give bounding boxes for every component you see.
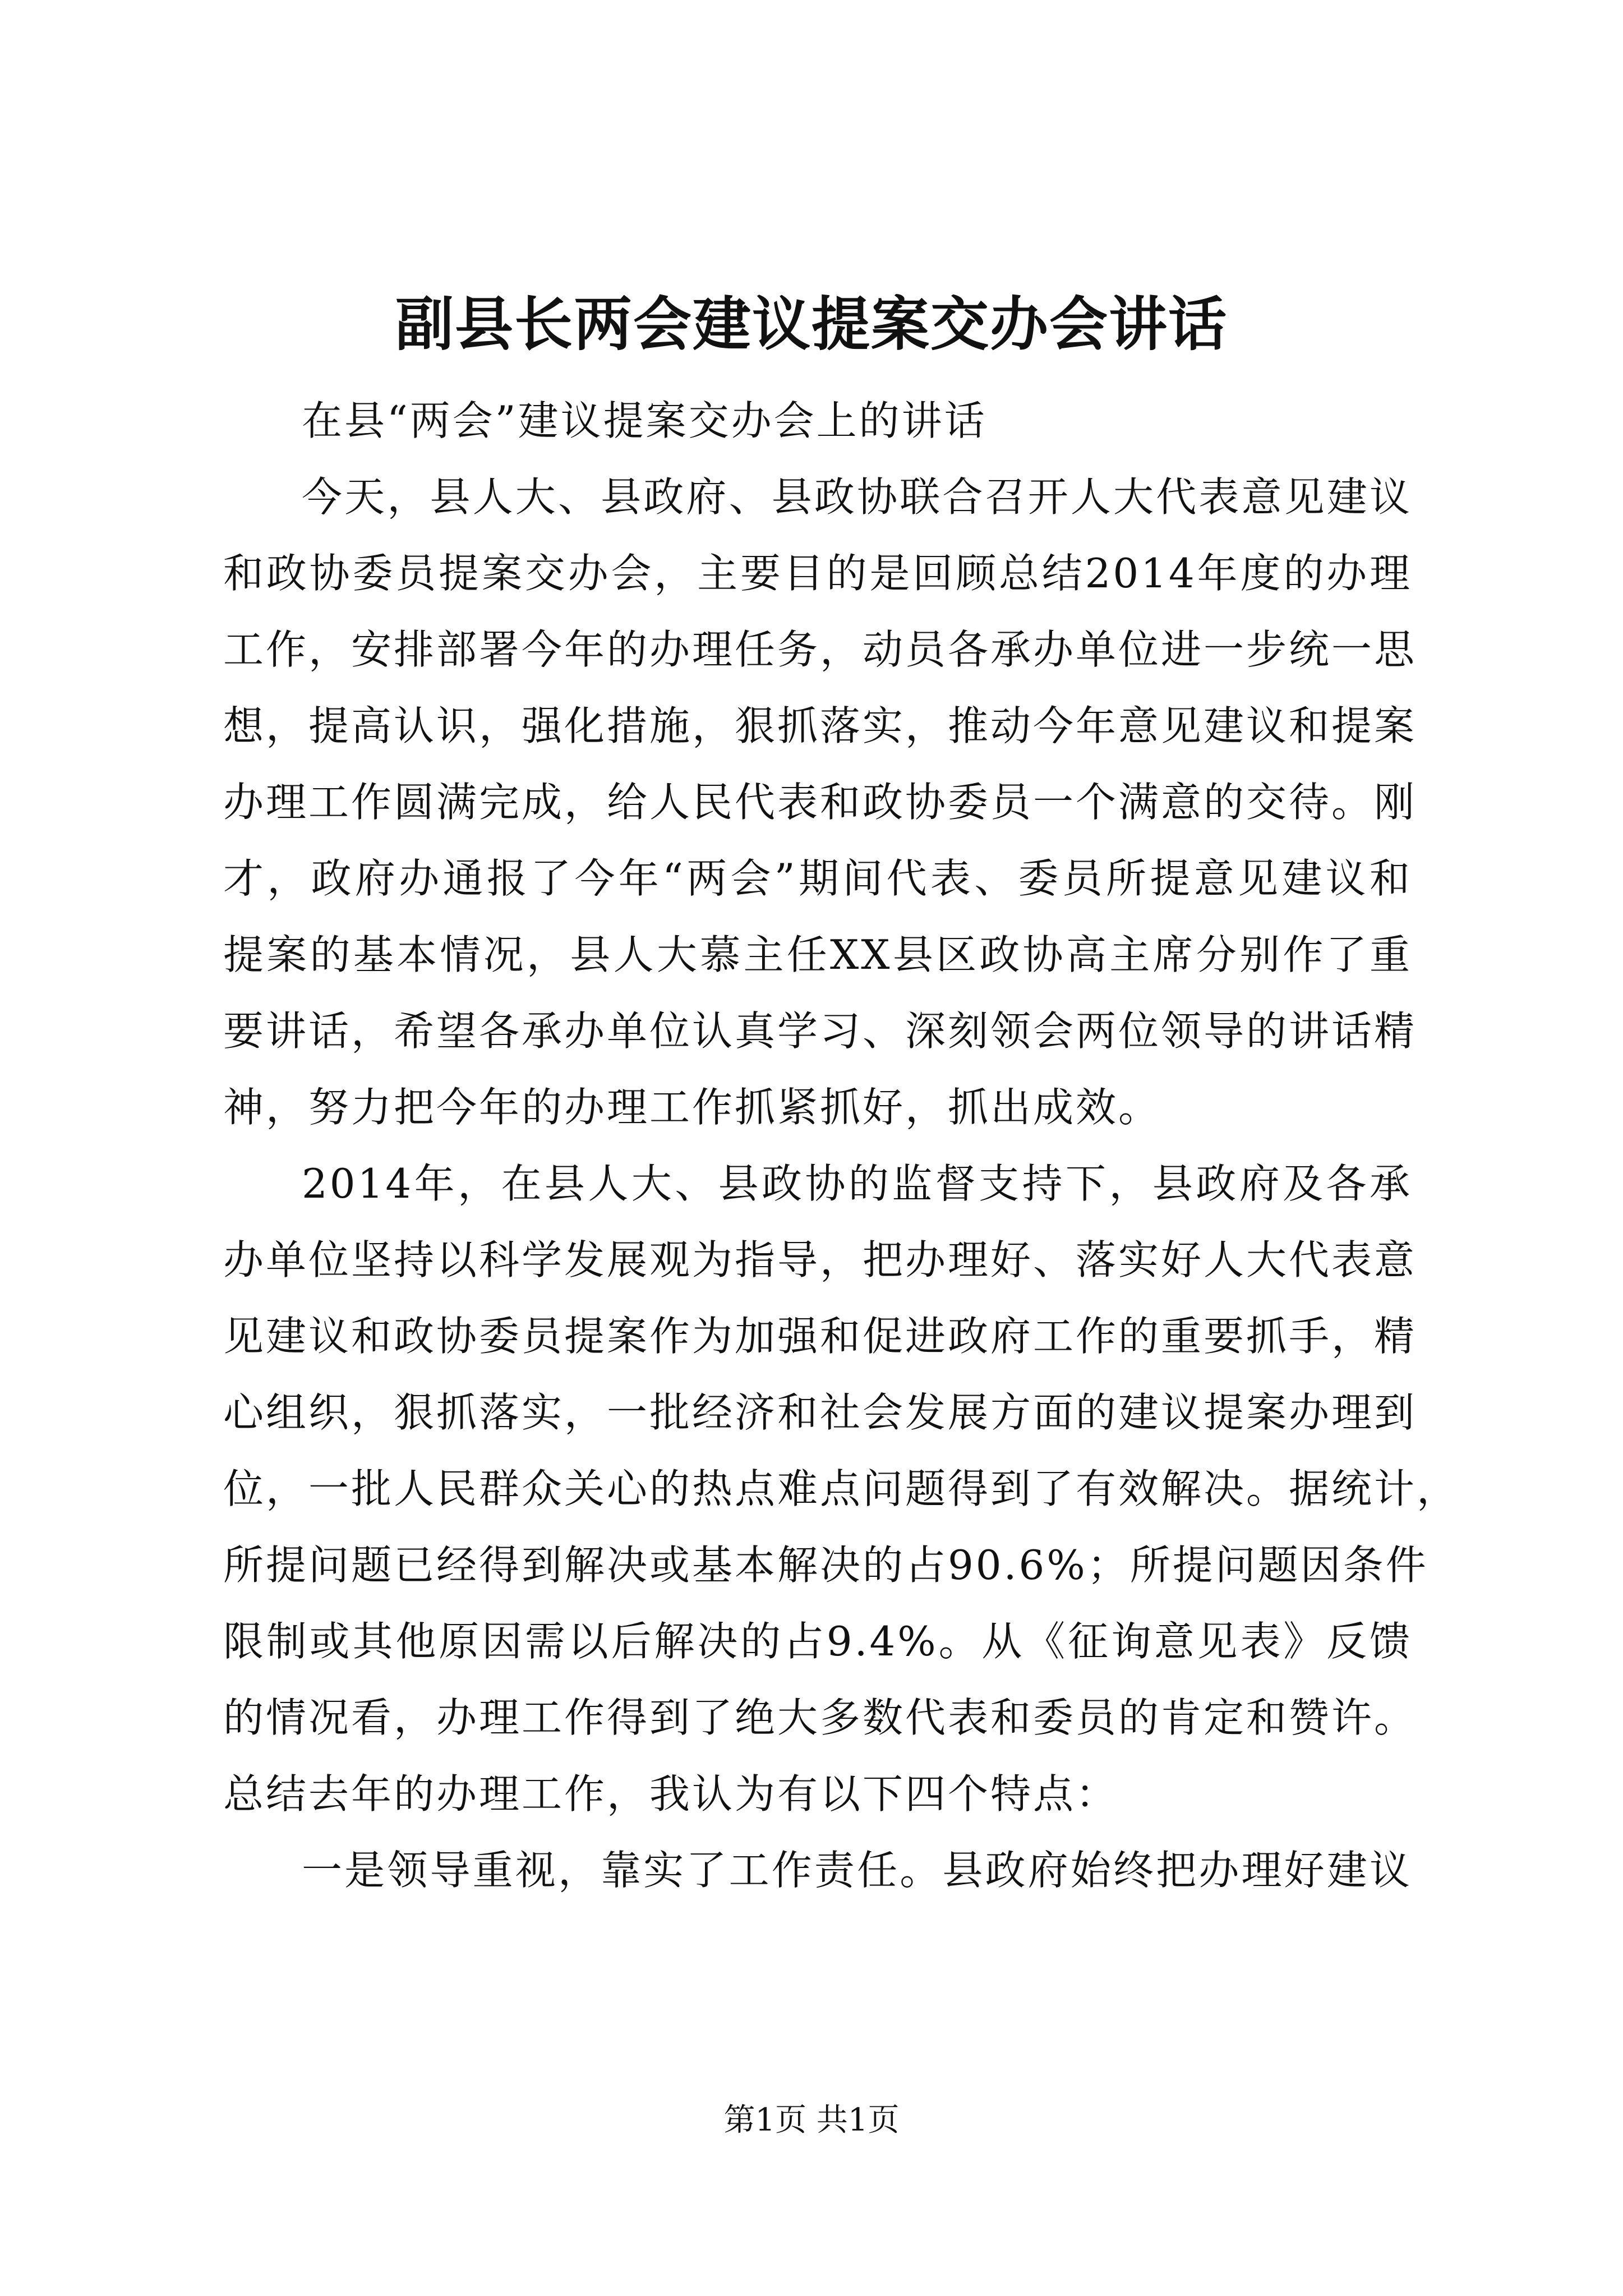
document-title: 副县长两会建议提案交办会讲话 bbox=[395, 289, 1228, 358]
paragraph-1-line-3: 工作，安排部署今年的办理任务，动员各承办单位进一步统一思 bbox=[223, 626, 1417, 673]
paragraph-2-line-1: 2014年，在县人大、县政协的监督支持下，县政府及各承 bbox=[302, 1160, 1412, 1207]
paragraph-2-line-9: 总结去年的办理工作，我认为有以下四个特点： bbox=[223, 1770, 1119, 1818]
paragraph-2-line-6: 所提问题已经得到解决或基本解决的占90.6%；所提问题因条件 bbox=[223, 1542, 1428, 1589]
paragraph-1-line-7: 提案的基本情况，县人大慕主任XX县区政协高主席分别作了重 bbox=[223, 931, 1412, 978]
paragraph-1-line-8: 要讲话，希望各承办单位认真学习、深刻领会两位领导的讲话精 bbox=[223, 1007, 1417, 1055]
paragraph-1-line-5: 办理工作圆满完成，给人民代表和政协委员一个满意的交待。刚 bbox=[223, 779, 1417, 826]
subtitle-line: 在县“两会”建议提案交办会上的讲话 bbox=[302, 397, 987, 444]
page-number-footer: 第1页 共1页 bbox=[723, 2102, 900, 2138]
paragraph-1-line-9: 神，努力把今年的办理工作抓紧抓好，抓出成效。 bbox=[223, 1084, 1161, 1131]
paragraph-1-line-6: 才，政府办通报了今年“两会”期间代表、委员所提意见建议和 bbox=[223, 855, 1412, 902]
paragraph-2-line-2: 办单位坚持以科学发展观为指导，把办理好、落实好人大代表意 bbox=[223, 1236, 1417, 1283]
paragraph-2-line-5: 位，一批人民群众关心的热点难点问题得到了有效解决。据统计， bbox=[223, 1465, 1460, 1512]
paragraph-1-line-1: 今天，县人大、县政府、县政协联合召开人大代表意见建议 bbox=[302, 473, 1412, 521]
paragraph-1-line-2: 和政协委员提案交办会，主要目的是回顾总结2014年度的办理 bbox=[223, 550, 1412, 597]
paragraph-2-line-7: 限制或其他原因需以后解决的占9.4%。从《征询意见表》反馈 bbox=[223, 1618, 1412, 1665]
paragraph-2-line-3: 见建议和政协委员提案作为加强和促进政府工作的重要抓手，精 bbox=[223, 1313, 1417, 1360]
paragraph-3-line-1: 一是领导重视，靠实了工作责任。县政府始终把办理好建议 bbox=[302, 1847, 1412, 1894]
paragraph-2-line-8: 的情况看，办理工作得到了绝大多数代表和委员的肯定和赞许。 bbox=[223, 1694, 1417, 1741]
paragraph-2-line-4: 心组织，狠抓落实，一批经济和社会发展方面的建议提案办理到 bbox=[223, 1389, 1417, 1436]
paragraph-1-line-4: 想，提高认识，强化措施，狠抓落实，推动今年意见建议和提案 bbox=[223, 702, 1417, 749]
